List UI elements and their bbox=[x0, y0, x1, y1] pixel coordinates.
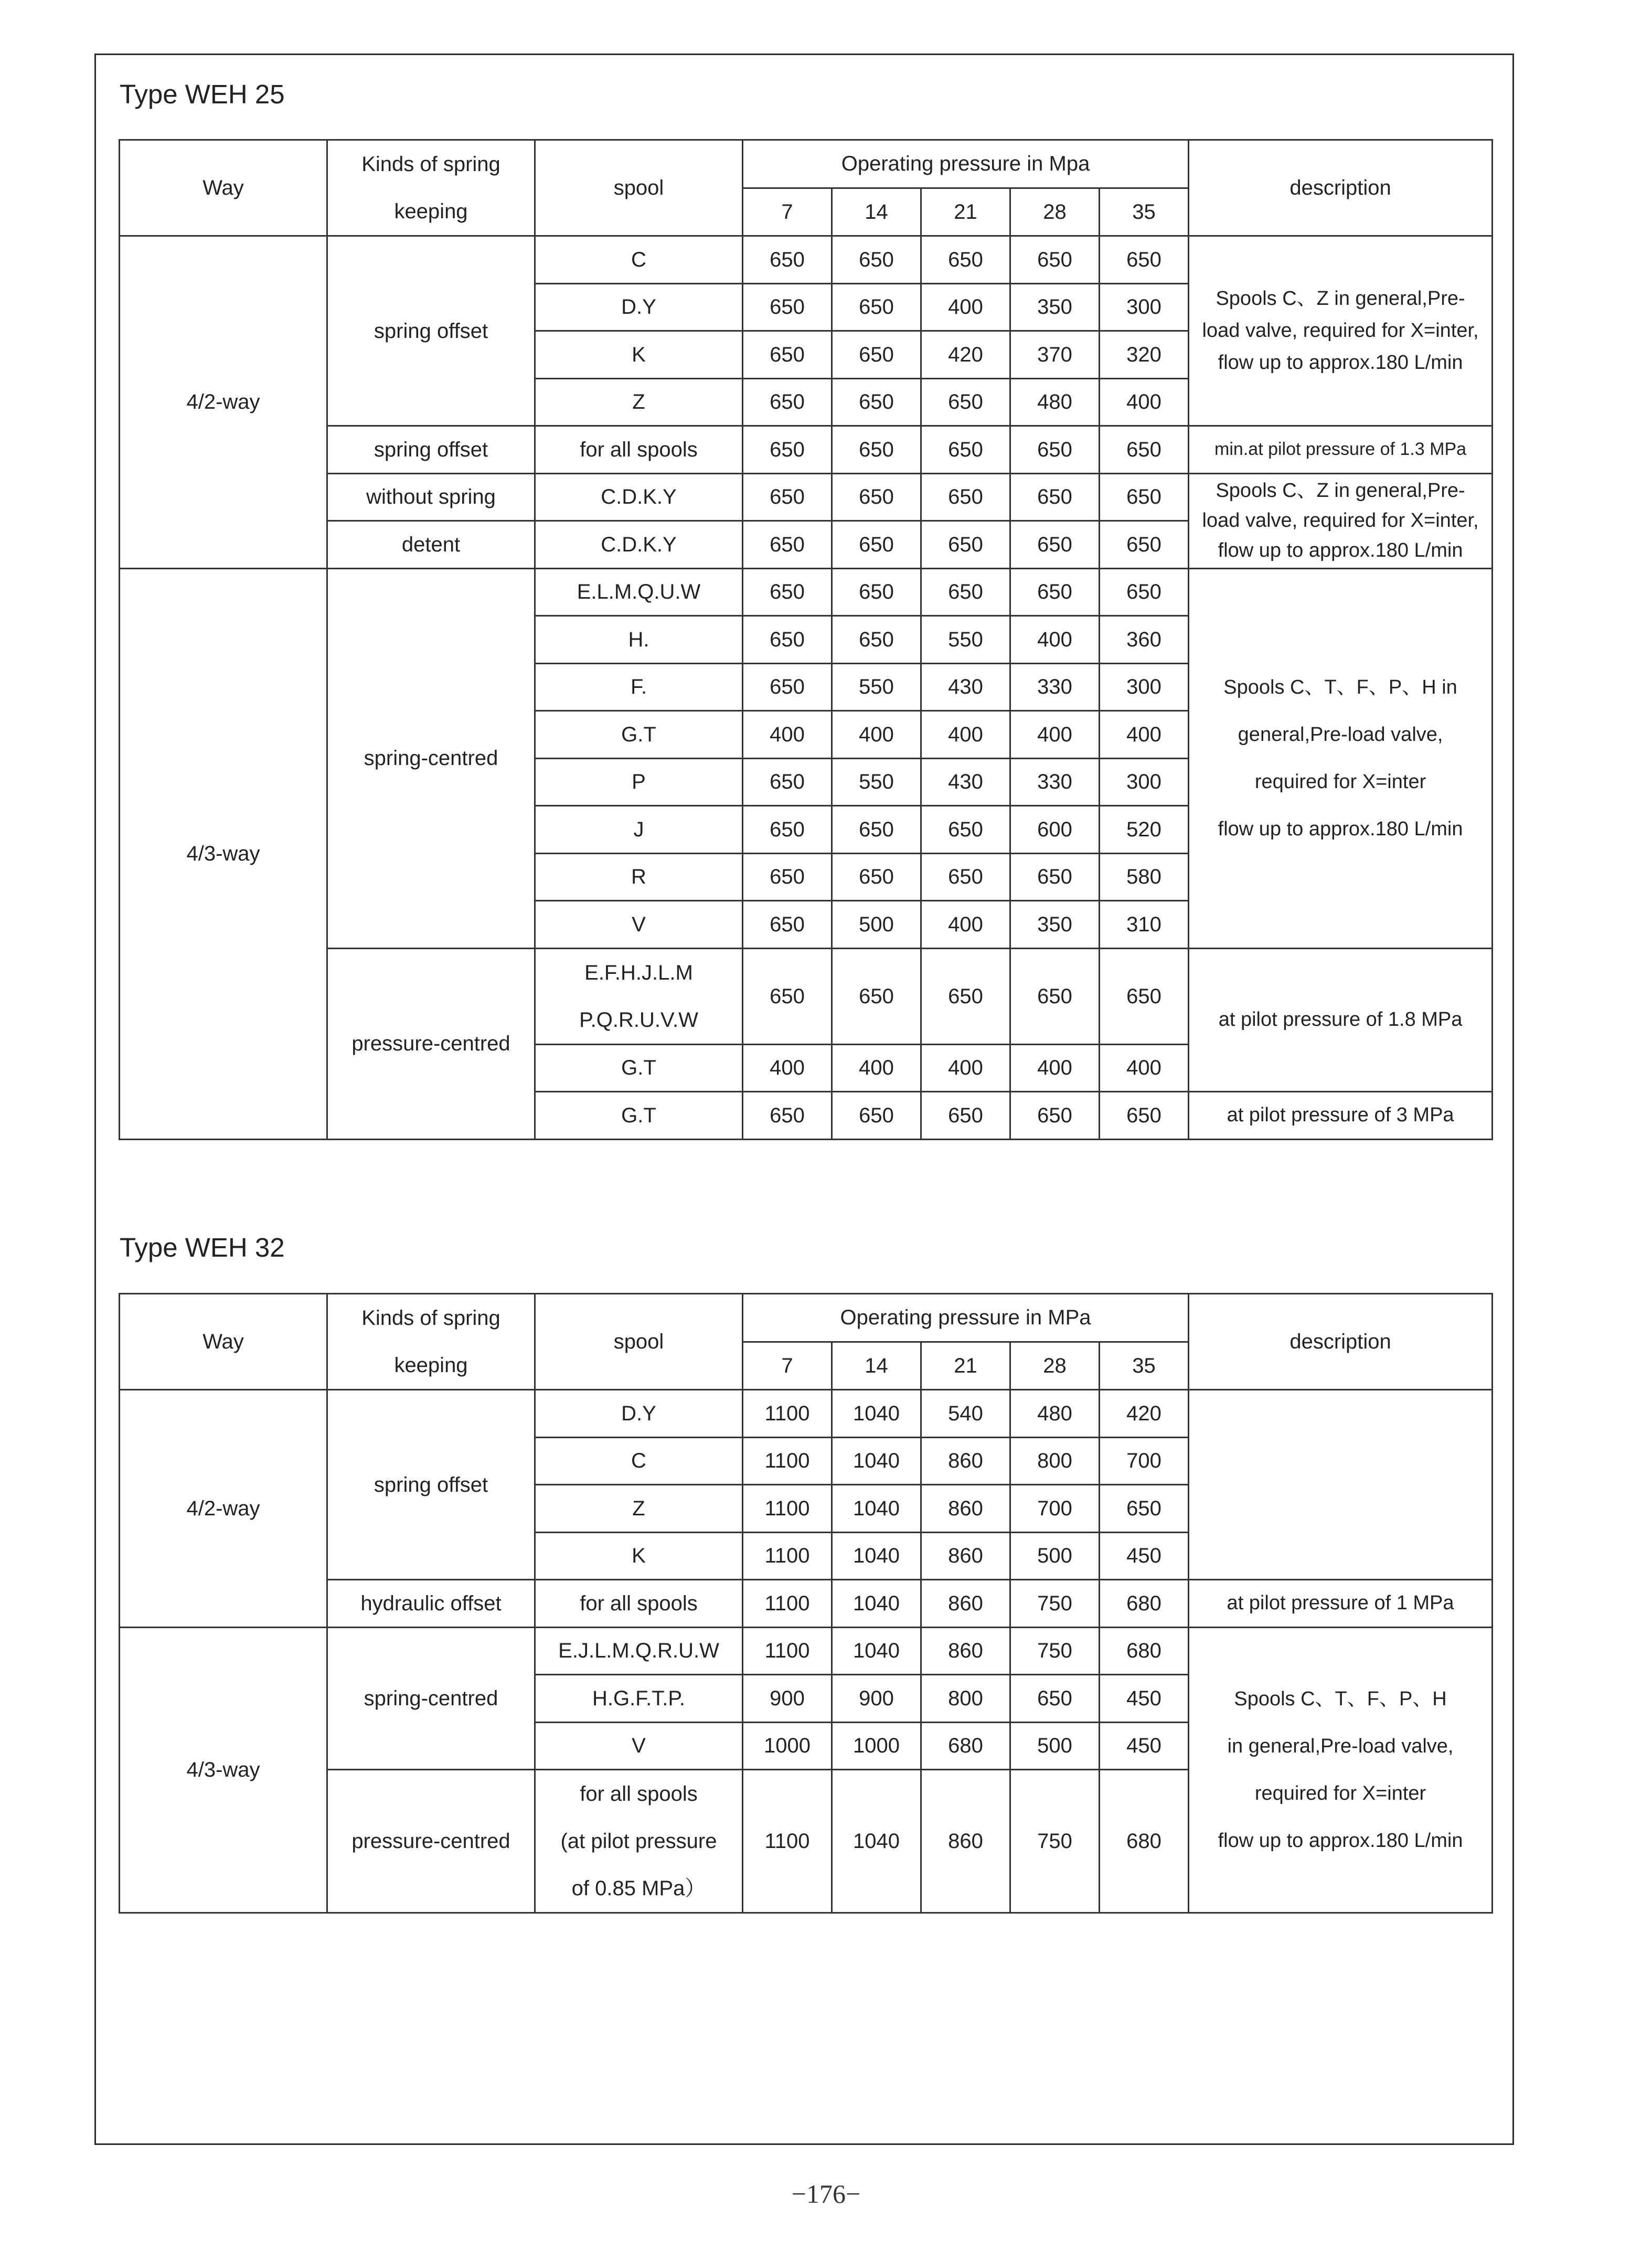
way-cell: 4/2-way bbox=[120, 1390, 327, 1628]
spool-cell: C.D.K.Y bbox=[535, 521, 743, 569]
spool-cell: G.T bbox=[535, 711, 743, 759]
description-cell: Spools C、T、F、P、H in general,Pre-load valve, required for X=inter flow up to approx.180 L/min bbox=[1189, 568, 1493, 948]
value-cell: 650 bbox=[1010, 568, 1100, 616]
value-cell: 650 bbox=[832, 283, 921, 331]
value-cell: 650 bbox=[921, 378, 1010, 426]
value-cell: 650 bbox=[743, 616, 832, 664]
value-cell: 1040 bbox=[832, 1627, 921, 1675]
pressure-7: 7 bbox=[743, 188, 832, 236]
spool-cell: J bbox=[535, 806, 743, 854]
value-cell: 650 bbox=[743, 901, 832, 949]
value-cell: 860 bbox=[921, 1770, 1010, 1913]
value-cell: 650 bbox=[832, 236, 921, 284]
value-cell: 480 bbox=[1010, 378, 1100, 426]
description-cell: min.at pilot pressure of 1.3 MPa bbox=[1189, 426, 1493, 474]
pressure-14: 14 bbox=[832, 188, 921, 236]
value-cell: 650 bbox=[921, 473, 1010, 521]
value-cell: 600 bbox=[1010, 806, 1100, 854]
value-cell: 330 bbox=[1010, 663, 1100, 711]
value-cell: 1100 bbox=[743, 1580, 832, 1628]
kinds-header: Kinds of spring keeping bbox=[327, 140, 535, 236]
value-cell: 330 bbox=[1010, 758, 1100, 806]
table-row bbox=[120, 1627, 1493, 1675]
value-cell: 1000 bbox=[832, 1722, 921, 1770]
value-cell: 360 bbox=[1100, 616, 1189, 664]
value-cell: 860 bbox=[921, 1532, 1010, 1580]
value-cell: 650 bbox=[1100, 568, 1189, 616]
value-cell: 300 bbox=[1100, 758, 1189, 806]
pressure-28: 28 bbox=[1010, 1342, 1100, 1390]
value-cell: 800 bbox=[921, 1675, 1010, 1723]
spool-cell: E.L.M.Q.U.W bbox=[535, 568, 743, 616]
value-cell: 650 bbox=[832, 948, 921, 1044]
description-cell: Spools C、Z in general,Pre- load valve, required for X=inter, flow up to approx.180 L/min bbox=[1189, 473, 1493, 568]
value-cell: 680 bbox=[1100, 1580, 1189, 1628]
spool-cell: for all spools bbox=[535, 1580, 743, 1628]
value-cell: 700 bbox=[1100, 1437, 1189, 1485]
value-cell: 580 bbox=[1100, 853, 1189, 901]
value-cell: 900 bbox=[743, 1675, 832, 1723]
value-cell: 1100 bbox=[743, 1770, 832, 1913]
value-cell: 1100 bbox=[743, 1532, 832, 1580]
operating-pressure-header: Operating pressure in MPa bbox=[743, 1294, 1189, 1342]
spool-cell: H. bbox=[535, 616, 743, 664]
value-cell: 480 bbox=[1010, 1390, 1100, 1438]
spool-cell: V bbox=[535, 1722, 743, 1770]
value-cell: 1040 bbox=[832, 1437, 921, 1485]
value-cell: 300 bbox=[1100, 283, 1189, 331]
way-cell: 4/2-way bbox=[120, 236, 327, 569]
value-cell: 650 bbox=[743, 568, 832, 616]
value-cell: 550 bbox=[921, 616, 1010, 664]
value-cell: 400 bbox=[1010, 1044, 1100, 1092]
value-cell: 1100 bbox=[743, 1485, 832, 1533]
value-cell: 650 bbox=[832, 806, 921, 854]
table-header-row bbox=[120, 1294, 1493, 1342]
spool-cell: D.Y bbox=[535, 283, 743, 331]
value-cell: 650 bbox=[743, 236, 832, 284]
table-header-row bbox=[120, 140, 1493, 188]
description-header: description bbox=[1189, 140, 1493, 236]
pressure-21: 21 bbox=[921, 188, 1010, 236]
value-cell: 650 bbox=[832, 568, 921, 616]
pressure-21: 21 bbox=[921, 1342, 1010, 1390]
value-cell: 650 bbox=[832, 521, 921, 569]
value-cell: 650 bbox=[743, 331, 832, 379]
value-cell: 420 bbox=[921, 331, 1010, 379]
value-cell: 680 bbox=[921, 1722, 1010, 1770]
pressure-28: 28 bbox=[1010, 188, 1100, 236]
value-cell: 650 bbox=[1010, 426, 1100, 474]
value-cell: 310 bbox=[1100, 901, 1189, 949]
weh25-title: Type WEH 25 bbox=[120, 79, 285, 109]
value-cell: 420 bbox=[1100, 1390, 1189, 1438]
kind-cell: pressure-centred bbox=[327, 948, 535, 1139]
pressure-7: 7 bbox=[743, 1342, 832, 1390]
value-cell: 550 bbox=[832, 758, 921, 806]
spool-cell: H.G.F.T.P. bbox=[535, 1675, 743, 1723]
pressure-35: 35 bbox=[1100, 188, 1189, 236]
value-cell: 860 bbox=[921, 1580, 1010, 1628]
value-cell: 650 bbox=[832, 616, 921, 664]
value-cell: 750 bbox=[1010, 1627, 1100, 1675]
value-cell: 680 bbox=[1100, 1627, 1189, 1675]
description-cell: at pilot pressure of 1.8 MPa bbox=[1189, 948, 1493, 1092]
value-cell: 650 bbox=[1100, 236, 1189, 284]
value-cell: 650 bbox=[921, 521, 1010, 569]
kind-cell: spring offset bbox=[327, 236, 535, 426]
value-cell: 1100 bbox=[743, 1627, 832, 1675]
value-cell: 400 bbox=[1010, 616, 1100, 664]
table-row bbox=[120, 1390, 1493, 1438]
value-cell: 650 bbox=[832, 1092, 921, 1140]
value-cell: 650 bbox=[743, 283, 832, 331]
value-cell: 650 bbox=[921, 568, 1010, 616]
value-cell: 900 bbox=[832, 1675, 921, 1723]
value-cell: 700 bbox=[1010, 1485, 1100, 1533]
value-cell: 1040 bbox=[832, 1485, 921, 1533]
pressure-35: 35 bbox=[1100, 1342, 1189, 1390]
value-cell: 860 bbox=[921, 1437, 1010, 1485]
value-cell: 650 bbox=[832, 853, 921, 901]
value-cell: 650 bbox=[921, 853, 1010, 901]
value-cell: 650 bbox=[743, 758, 832, 806]
value-cell: 300 bbox=[1100, 663, 1189, 711]
value-cell: 400 bbox=[832, 1044, 921, 1092]
value-cell: 800 bbox=[1010, 1437, 1100, 1485]
value-cell: 400 bbox=[1100, 711, 1189, 759]
value-cell: 750 bbox=[1010, 1770, 1100, 1913]
value-cell: 650 bbox=[743, 806, 832, 854]
value-cell: 650 bbox=[743, 521, 832, 569]
spool-cell: D.Y bbox=[535, 1390, 743, 1438]
spool-cell: Z bbox=[535, 1485, 743, 1533]
value-cell: 650 bbox=[1010, 1675, 1100, 1723]
pressure-14: 14 bbox=[832, 1342, 921, 1390]
kind-cell: spring offset bbox=[327, 426, 535, 474]
value-cell: 650 bbox=[1010, 521, 1100, 569]
spool-cell: G.T bbox=[535, 1044, 743, 1092]
value-cell: 650 bbox=[832, 473, 921, 521]
table-row bbox=[120, 236, 1493, 284]
table-row bbox=[120, 568, 1493, 616]
spool-header: spool bbox=[535, 1294, 743, 1390]
value-cell: 370 bbox=[1010, 331, 1100, 379]
value-cell: 680 bbox=[1100, 1770, 1189, 1913]
weh32-title: Type WEH 32 bbox=[120, 1233, 285, 1262]
spool-cell: E.F.H.J.L.M P.Q.R.U.V.W bbox=[535, 948, 743, 1044]
value-cell: 650 bbox=[921, 806, 1010, 854]
value-cell: 860 bbox=[921, 1627, 1010, 1675]
value-cell: 400 bbox=[1100, 378, 1189, 426]
value-cell: 500 bbox=[832, 901, 921, 949]
weh32-table bbox=[119, 1293, 1493, 1914]
value-cell: 1040 bbox=[832, 1532, 921, 1580]
value-cell: 650 bbox=[743, 948, 832, 1044]
value-cell: 860 bbox=[921, 1485, 1010, 1533]
way-header: Way bbox=[120, 1294, 327, 1390]
kinds-header: Kinds of spring keeping bbox=[327, 1294, 535, 1390]
way-header: Way bbox=[120, 140, 327, 236]
description-cell: Spools C、Z in general,Pre- load valve, required for X=inter, flow up to approx.180 L/min bbox=[1189, 236, 1493, 426]
description-header: description bbox=[1189, 1294, 1493, 1390]
spool-cell: F. bbox=[535, 663, 743, 711]
value-cell: 650 bbox=[743, 426, 832, 474]
kind-cell: hydraulic offset bbox=[327, 1580, 535, 1628]
value-cell: 520 bbox=[1100, 806, 1189, 854]
value-cell: 650 bbox=[743, 853, 832, 901]
value-cell: 750 bbox=[1010, 1580, 1100, 1628]
value-cell: 650 bbox=[921, 236, 1010, 284]
value-cell: 650 bbox=[832, 378, 921, 426]
value-cell: 1040 bbox=[832, 1580, 921, 1628]
value-cell: 450 bbox=[1100, 1722, 1189, 1770]
value-cell: 400 bbox=[1100, 1044, 1189, 1092]
value-cell: 500 bbox=[1010, 1722, 1100, 1770]
value-cell: 650 bbox=[832, 331, 921, 379]
value-cell: 400 bbox=[921, 901, 1010, 949]
spool-cell: C.D.K.Y bbox=[535, 473, 743, 521]
value-cell: 400 bbox=[921, 283, 1010, 331]
value-cell: 650 bbox=[1100, 473, 1189, 521]
spool-cell: for all spools bbox=[535, 426, 743, 474]
kind-cell: spring offset bbox=[327, 1390, 535, 1580]
weh25-table bbox=[119, 139, 1493, 1140]
value-cell: 1040 bbox=[832, 1390, 921, 1438]
spool-cell: V bbox=[535, 901, 743, 949]
value-cell: 430 bbox=[921, 663, 1010, 711]
value-cell: 650 bbox=[1100, 1485, 1189, 1533]
value-cell: 500 bbox=[1010, 1532, 1100, 1580]
value-cell: 650 bbox=[743, 663, 832, 711]
spool-cell: G.T bbox=[535, 1092, 743, 1140]
value-cell: 650 bbox=[921, 948, 1010, 1044]
value-cell: 1040 bbox=[832, 1770, 921, 1913]
value-cell: 400 bbox=[832, 711, 921, 759]
value-cell: 350 bbox=[1010, 283, 1100, 331]
spool-cell: for all spools (at pilot pressure of 0.85 MPa） bbox=[535, 1770, 743, 1913]
value-cell: 650 bbox=[921, 426, 1010, 474]
way-cell: 4/3-way bbox=[120, 568, 327, 1139]
description-cell: at pilot pressure of 1 MPa bbox=[1189, 1580, 1493, 1628]
value-cell: 650 bbox=[1100, 1092, 1189, 1140]
value-cell: 320 bbox=[1100, 331, 1189, 379]
spool-cell: E.J.L.M.Q.R.U.W bbox=[535, 1627, 743, 1675]
value-cell: 400 bbox=[921, 711, 1010, 759]
page-number: −176− bbox=[791, 2179, 861, 2208]
value-cell: 1000 bbox=[743, 1722, 832, 1770]
value-cell: 400 bbox=[1010, 711, 1100, 759]
value-cell: 650 bbox=[1100, 521, 1189, 569]
value-cell: 650 bbox=[743, 473, 832, 521]
value-cell: 400 bbox=[921, 1044, 1010, 1092]
value-cell: 350 bbox=[1010, 901, 1100, 949]
kind-cell: spring-centred bbox=[327, 1627, 535, 1770]
description-cell-empty bbox=[1189, 1390, 1493, 1580]
value-cell: 650 bbox=[743, 378, 832, 426]
value-cell: 650 bbox=[1100, 948, 1189, 1044]
value-cell: 450 bbox=[1100, 1532, 1189, 1580]
spool-cell: K bbox=[535, 1532, 743, 1580]
spool-cell: P bbox=[535, 758, 743, 806]
spool-cell: R bbox=[535, 853, 743, 901]
spool-cell: Z bbox=[535, 378, 743, 426]
value-cell: 650 bbox=[1010, 948, 1100, 1044]
kind-cell: detent bbox=[327, 521, 535, 569]
kind-cell: without spring bbox=[327, 473, 535, 521]
value-cell: 650 bbox=[743, 1092, 832, 1140]
way-cell: 4/3-way bbox=[120, 1627, 327, 1913]
value-cell: 650 bbox=[921, 1092, 1010, 1140]
value-cell: 540 bbox=[921, 1390, 1010, 1438]
kind-cell: pressure-centred bbox=[327, 1770, 535, 1913]
value-cell: 650 bbox=[1010, 853, 1100, 901]
value-cell: 450 bbox=[1100, 1675, 1189, 1723]
spool-header: spool bbox=[535, 140, 743, 236]
value-cell: 650 bbox=[832, 426, 921, 474]
value-cell: 400 bbox=[743, 1044, 832, 1092]
value-cell: 400 bbox=[743, 711, 832, 759]
operating-pressure-header: Operating pressure in Mpa bbox=[743, 140, 1189, 188]
value-cell: 650 bbox=[1010, 1092, 1100, 1140]
description-cell: Spools C、T、F、P、H in general,Pre-load valve, required for X=inter flow up to approx.180 L/min bbox=[1189, 1627, 1493, 1913]
value-cell: 650 bbox=[1010, 236, 1100, 284]
value-cell: 550 bbox=[832, 663, 921, 711]
spool-cell: C bbox=[535, 236, 743, 284]
value-cell: 1100 bbox=[743, 1437, 832, 1485]
spool-cell: C bbox=[535, 1437, 743, 1485]
spool-cell: K bbox=[535, 331, 743, 379]
value-cell: 650 bbox=[1100, 426, 1189, 474]
description-cell: at pilot pressure of 3 MPa bbox=[1189, 1092, 1493, 1140]
value-cell: 650 bbox=[1010, 473, 1100, 521]
kind-cell: spring-centred bbox=[327, 568, 535, 948]
value-cell: 1100 bbox=[743, 1390, 832, 1438]
value-cell: 430 bbox=[921, 758, 1010, 806]
